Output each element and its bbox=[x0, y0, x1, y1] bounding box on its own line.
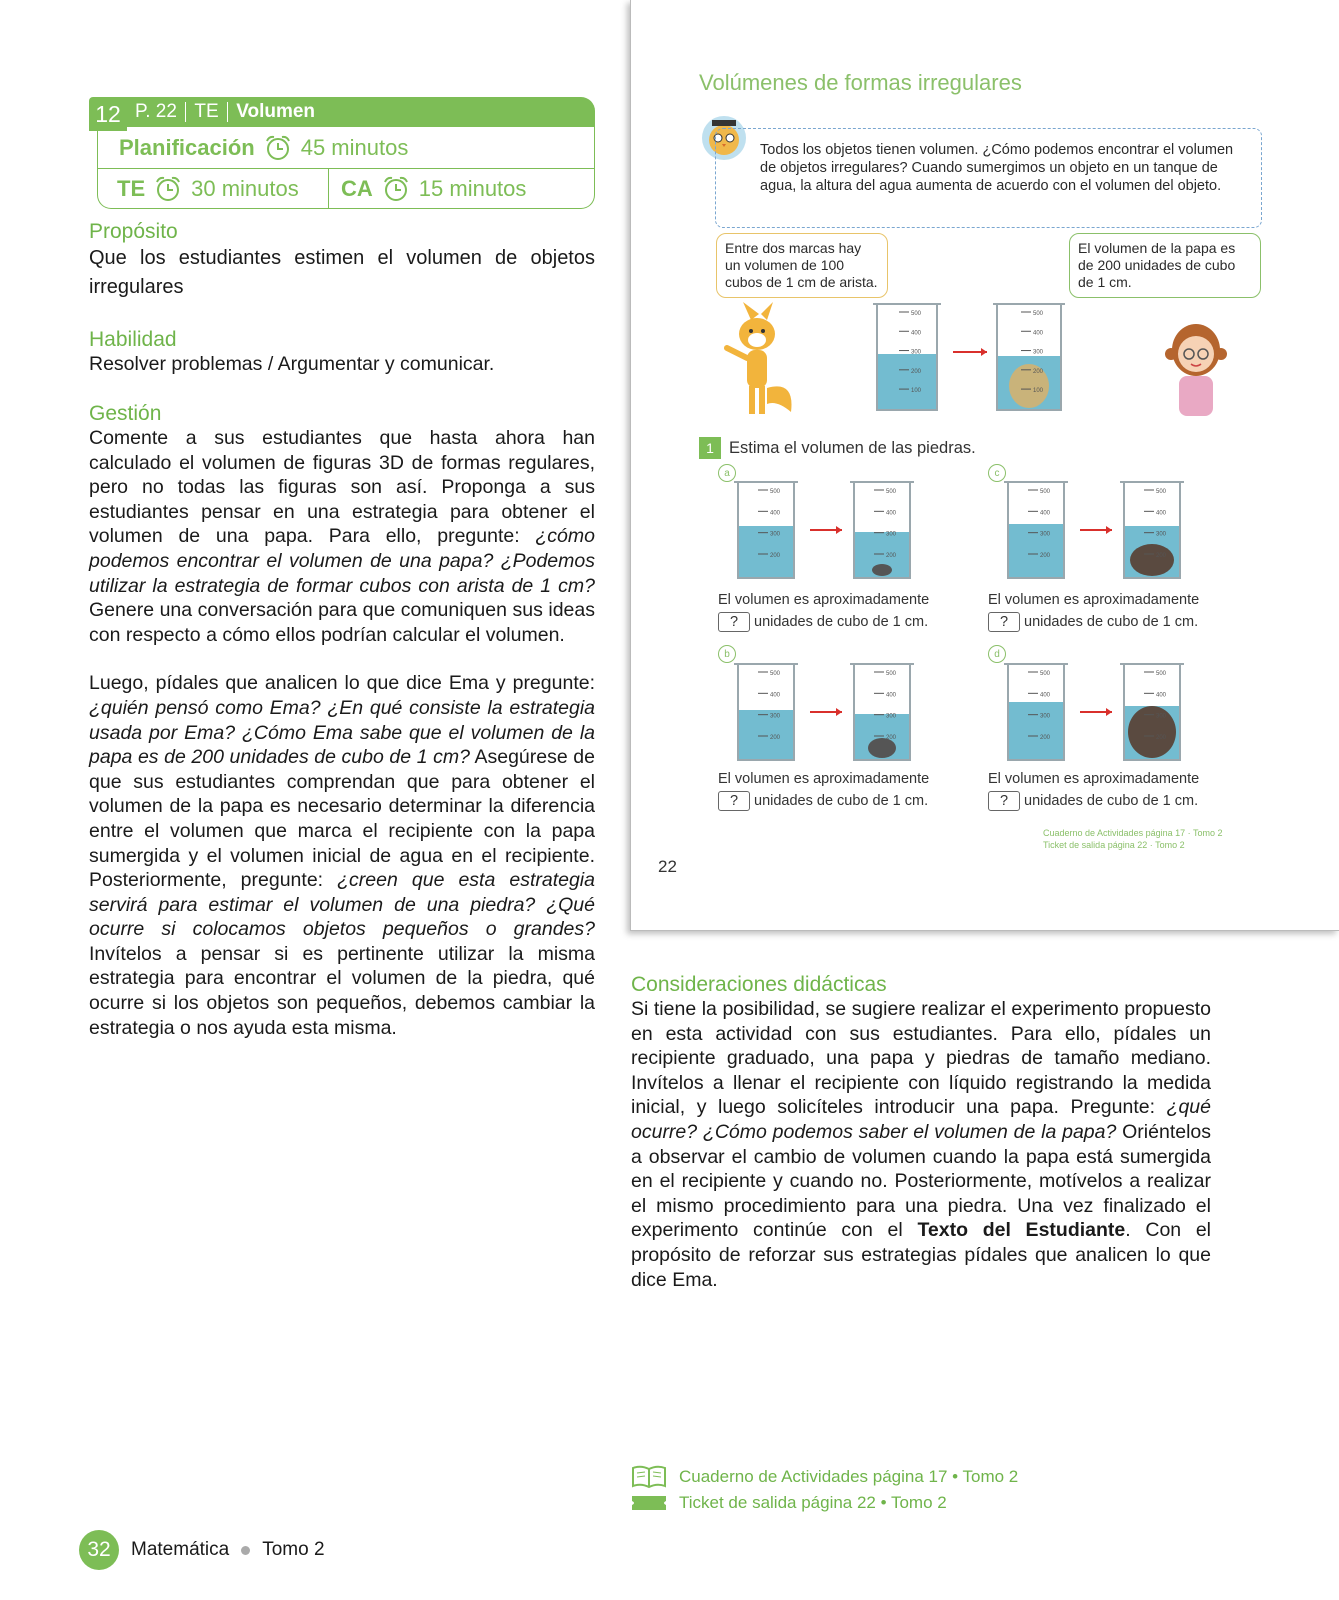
ca-time: 15 minutos bbox=[418, 176, 527, 201]
beaker-icon bbox=[850, 664, 914, 760]
habilidad-title: Habilidad bbox=[89, 328, 177, 351]
svg-text:200: 200 bbox=[1040, 553, 1051, 559]
proposito-title: Propósito bbox=[89, 220, 178, 243]
svg-text:100: 100 bbox=[911, 388, 922, 395]
stone-icon bbox=[868, 738, 896, 758]
exercise-text: Estima el volumen de las piedras. bbox=[729, 438, 976, 457]
svg-text:400: 400 bbox=[886, 510, 897, 517]
planning-time: 45 minutos bbox=[300, 134, 409, 160]
svg-text:500: 500 bbox=[1033, 311, 1044, 317]
proposito-section bbox=[89, 219, 595, 302]
beaker-icon bbox=[1004, 482, 1068, 578]
svg-text:200: 200 bbox=[911, 368, 922, 375]
time-split-row bbox=[97, 169, 595, 209]
page-number: 32 bbox=[79, 1530, 119, 1570]
session-header bbox=[89, 97, 595, 209]
consideraciones-section bbox=[631, 972, 1211, 1292]
svg-text:500: 500 bbox=[1156, 489, 1167, 495]
planning-row bbox=[97, 127, 595, 169]
gestion-paragraph-1: Comente a sus estudiantes que hasta ahora han calculado el volumen de figuras 3D de formas regulares, pero no todas las figuras son así. Proponga a sus estudiantes pensar en una estrategia para obtener el volumen de una papa. Para ello, pregunte: ¿cómo podemos encontrar el volumen de una papa? ¿Podemos utilizar la estrategia de formar cubos con arista de 1 cm? Genere una conversación para que comuniquen sus ideas con respecto a cómo ellos podrían calcular el volumen. bbox=[89, 427, 595, 646]
svg-text:200: 200 bbox=[770, 735, 781, 741]
svg-text:300: 300 bbox=[1040, 713, 1051, 720]
svg-text:400: 400 bbox=[886, 692, 897, 699]
speech-bubble-fox: Entre dos marcas hay un volumen de 100 cubos de 1 cm de arista. bbox=[716, 233, 888, 298]
footer-tomo: Tomo 2 bbox=[262, 1539, 325, 1560]
svg-text:200: 200 bbox=[886, 735, 897, 741]
svg-text:100: 100 bbox=[1033, 388, 1044, 395]
exercise-number: 1 bbox=[699, 437, 721, 459]
alarm-clock-icon bbox=[381, 175, 411, 203]
hero-beakers bbox=[869, 298, 1069, 416]
beaker-icon bbox=[1120, 482, 1184, 578]
proposito-text: Que los estudiantes estimen el volumen de objetos irregulares bbox=[89, 247, 595, 298]
svg-text:300: 300 bbox=[1156, 531, 1167, 538]
svg-text:200: 200 bbox=[1156, 553, 1167, 559]
svg-text:500: 500 bbox=[1156, 671, 1167, 677]
stone-icon bbox=[1128, 706, 1176, 758]
gestion-paragraph-2: Luego, pídales que analicen lo que dice Ema y pregunte: ¿quién pensó como Ema? ¿En qué consiste la estrategia usada por Ema? ¿Cómo Ema sabe que el volumen de la papa es de 200 unidades de cubo de 1 cm? Asegúrese de que sus estudiantes comprendan que para obtener el volumen de la papa es necesario determinar la diferencia entre el volumen que marca el recipiente con la papa sumergida y el volumen inicial de agua en el recipiente. Posteriormente, pregunte: ¿creen que esta estrategia servirá para estimar el volumen de una piedra? ¿Qué ocurre si colocamos objetos pequeños o grandes? Invítelos a pensar si es pertinente utilizar la misma estrategia para encontrar el volumen de la piedra, qué ocurre si los objetos son pequeños, debemos cambiar la estrategia o nos ayuda esta misma. bbox=[89, 672, 595, 1039]
ema-character-icon bbox=[1151, 310, 1241, 420]
svg-text:400: 400 bbox=[770, 510, 781, 517]
answer-box-a[interactable]: ? bbox=[718, 612, 750, 632]
book-icon bbox=[631, 1465, 667, 1489]
exercise-heading bbox=[699, 437, 976, 459]
ref-cuaderno[interactable]: Cuaderno de Actividades página 17 • Tomo 2 bbox=[631, 1464, 1018, 1490]
book-ref-cuaderno: Cuaderno de Actividades página 17 · Tomo 2 bbox=[1043, 828, 1223, 838]
svg-text:300: 300 bbox=[886, 531, 897, 538]
beaker-pair-c bbox=[996, 478, 1186, 584]
item-label-a: a bbox=[718, 464, 736, 482]
svg-text:200: 200 bbox=[886, 553, 897, 559]
answer-box-d[interactable]: ? bbox=[988, 791, 1020, 811]
beaker-icon bbox=[1120, 664, 1184, 760]
beaker-pair-d bbox=[996, 660, 1186, 766]
svg-text:400: 400 bbox=[1156, 692, 1167, 699]
item-label-c: c bbox=[988, 464, 1006, 482]
footer-subject: Matemática bbox=[131, 1539, 230, 1560]
svg-text:400: 400 bbox=[911, 330, 922, 337]
book-page-number: 22 bbox=[658, 857, 677, 876]
gestion-title: Gestión bbox=[89, 402, 162, 425]
topic-title: Volumen bbox=[236, 101, 316, 122]
session-header-bar bbox=[127, 97, 595, 127]
alarm-clock-icon bbox=[153, 175, 183, 203]
svg-text:300: 300 bbox=[1033, 349, 1044, 356]
book-ref-ticket: Ticket de salida página 22 · Tomo 2 bbox=[1043, 840, 1185, 850]
beaker-icon bbox=[850, 482, 914, 578]
page-ref: P. 22 bbox=[135, 101, 177, 122]
svg-text:500: 500 bbox=[886, 489, 897, 495]
svg-text:400: 400 bbox=[1040, 692, 1051, 699]
item-label-b: b bbox=[718, 645, 736, 663]
divider bbox=[185, 102, 187, 122]
svg-text:300: 300 bbox=[911, 349, 922, 356]
svg-text:300: 300 bbox=[1040, 531, 1051, 538]
beaker-icon bbox=[734, 482, 798, 578]
beaker-icon bbox=[734, 664, 798, 760]
beaker-pair-a bbox=[726, 478, 916, 584]
svg-text:500: 500 bbox=[770, 489, 781, 495]
te-label: TE bbox=[117, 176, 146, 201]
svg-text:500: 500 bbox=[1040, 671, 1051, 677]
beaker-icon bbox=[993, 304, 1065, 410]
item-label-d: d bbox=[988, 645, 1006, 663]
svg-text:500: 500 bbox=[911, 311, 922, 317]
activity-references bbox=[631, 1464, 1018, 1516]
bullet-icon bbox=[241, 1546, 250, 1555]
svg-text:400: 400 bbox=[1156, 510, 1167, 517]
ca-time-cell bbox=[329, 169, 526, 209]
svg-text:400: 400 bbox=[1040, 510, 1051, 517]
book-title: Volúmenes de formas irregulares bbox=[699, 70, 1022, 95]
answer-c: El volumen es aproximadamente ? unidades de cubo de 1 cm. bbox=[988, 592, 1200, 630]
svg-text:300: 300 bbox=[770, 713, 781, 720]
svg-text:200: 200 bbox=[1040, 735, 1051, 741]
stone-icon bbox=[1130, 544, 1174, 576]
fox-character-icon bbox=[711, 300, 801, 430]
svg-text:500: 500 bbox=[886, 671, 897, 677]
answer-box-b[interactable]: ? bbox=[718, 791, 750, 811]
svg-text:200: 200 bbox=[1033, 368, 1044, 375]
svg-text:300: 300 bbox=[1156, 713, 1167, 720]
planning-label: Planificación bbox=[119, 134, 255, 160]
book-references bbox=[1043, 827, 1222, 851]
svg-text:500: 500 bbox=[770, 671, 781, 677]
ca-label: CA bbox=[341, 176, 373, 201]
consideraciones-text: Si tiene la posibilidad, se sugiere realizar el experimento propuesto en esta actividad con sus estudiantes. Para ello, pídales un recipiente graduado, una papa y piedras de tamaño mediano. Invítelos a llenar el recipiente con líquido registrando la medida inicial, y luego solicíteles introducir una papa. Pregunte: ¿qué ocurre? ¿Cómo podemos saber el volumen de la papa? Oriéntelos a observar el cambio de volumen cuando la papa está sumergida en el recipiente y cuando no. Posteriormente, motívelos a realizar el mismo procedimiento para una piedra. Una vez finalizado el experimento continúe con el Texto del Estudiante. Con el propósito de reforzar sus estrategias pídales que analicen lo que dice Ema. bbox=[631, 998, 1212, 1291]
te-time-cell bbox=[97, 169, 329, 209]
student-book-page bbox=[630, 0, 1339, 931]
divider bbox=[227, 102, 229, 122]
habilidad-text: Resolver problemas / Argumentar y comunicar. bbox=[89, 353, 495, 375]
gestion-section bbox=[89, 401, 595, 1040]
te-time: 30 minutos bbox=[191, 176, 299, 201]
answer-d: El volumen es aproximadamente ? unidades de cubo de 1 cm. bbox=[988, 771, 1200, 809]
beaker-icon bbox=[1004, 664, 1068, 760]
session-number: 12 bbox=[89, 97, 127, 131]
stone-icon bbox=[872, 564, 892, 576]
page-footer bbox=[79, 1530, 325, 1570]
te-tag: TE bbox=[194, 101, 219, 122]
speech-bubble-ema: El volumen de la papa es de 200 unidades de cubo de 1 cm. bbox=[1069, 233, 1261, 298]
beaker-pair-b bbox=[726, 660, 916, 766]
svg-text:200: 200 bbox=[1156, 735, 1167, 741]
answer-a: El volumen es aproximadamente ? unidades de cubo de 1 cm. bbox=[718, 592, 930, 630]
alarm-clock-icon bbox=[263, 134, 293, 162]
ticket-icon bbox=[631, 1493, 667, 1513]
svg-text:300: 300 bbox=[886, 713, 897, 720]
answer-box-c[interactable]: ? bbox=[988, 612, 1020, 632]
habilidad-section bbox=[89, 327, 595, 377]
svg-text:300: 300 bbox=[770, 531, 781, 538]
svg-text:200: 200 bbox=[770, 553, 781, 559]
svg-text:500: 500 bbox=[1040, 489, 1051, 495]
intro-box: Todos los objetos tienen volumen. ¿Cómo podemos encontrar el volumen de objetos irregulares? Cuando sumergimos un objeto en un tanque de agua, la altura del agua aumenta de acuerdo con el volumen del objeto. bbox=[715, 128, 1262, 228]
ref-ticket[interactable]: Ticket de salida página 22 • Tomo 2 bbox=[631, 1490, 1018, 1516]
svg-text:400: 400 bbox=[770, 692, 781, 699]
consideraciones-title: Consideraciones didácticas bbox=[631, 973, 887, 996]
svg-text:400: 400 bbox=[1033, 330, 1044, 337]
beaker-icon bbox=[873, 304, 941, 410]
answer-b: El volumen es aproximadamente ? unidades de cubo de 1 cm. bbox=[718, 771, 930, 809]
